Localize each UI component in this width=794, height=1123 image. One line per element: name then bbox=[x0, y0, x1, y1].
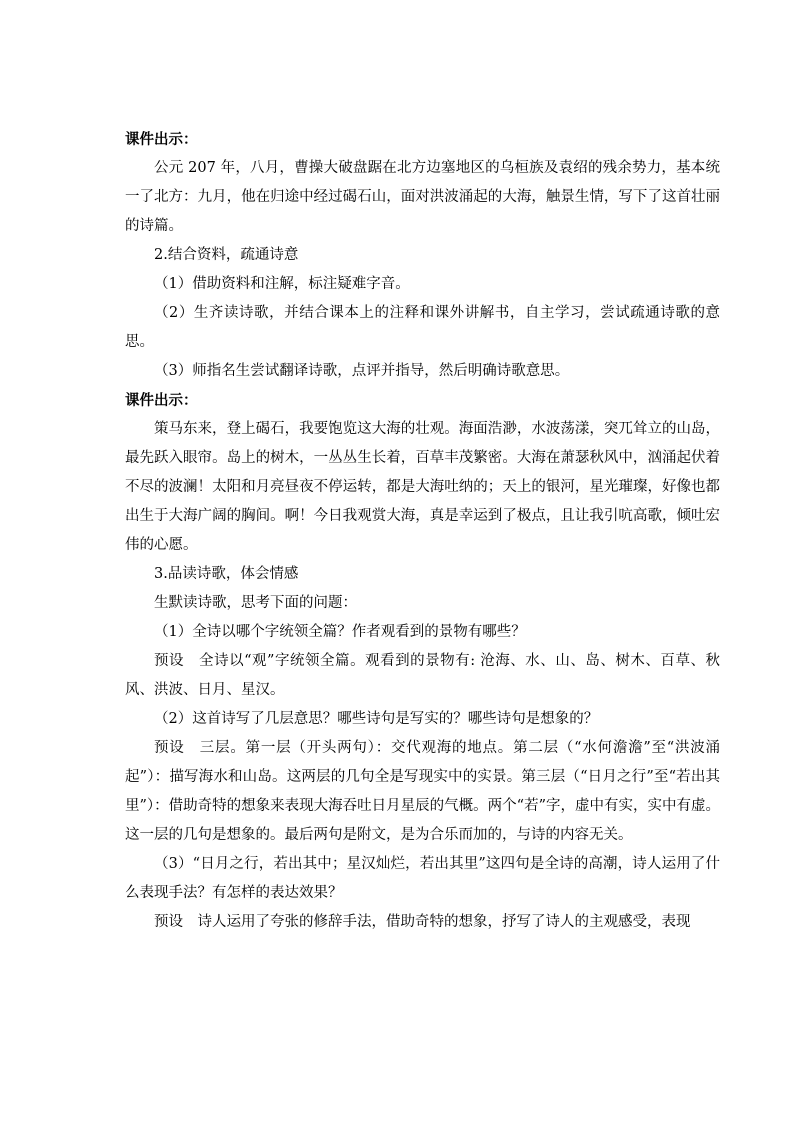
answer-3: 预设 诗人运用了夸张的修辞手法，借助奇特的想象，抒写了诗人的主观感受，表现 bbox=[154, 914, 691, 930]
instruction-silent-read: 生默读诗歌，思考下面的问题： bbox=[154, 595, 357, 611]
section-heading-2: 2.结合资料，疏通诗意 bbox=[154, 247, 299, 263]
heading-courseware-1: 课件出示： bbox=[125, 131, 198, 148]
answer-1: 预设 全诗以“观”字统领全篇。观看到的景物有: 沧海、水、山、岛、树木、百草、秋风、洪波、日月、星汉。 bbox=[125, 653, 720, 698]
paragraph-translation: 策马东来，登上碣石，我要饱览这大海的壮观。海面浩渺，水波荡漾，突兀耸立的山岛，最先跃入眼帘。岛上的树木，一丛丛生长着，百草丰茂繁密。大海在萧瑟秋风中，汹涌起伏着不尽的波澜！太阳和月亮昼夜不停运转，都是大海吐纳的；天上的银河，星光璀璨，好像也都出生于大海广阔的胸间。啊！今日我观赏大海，真是幸运到了极点，且让我引吭高歌，倾吐宏伟的心愿。 bbox=[125, 421, 720, 553]
question-1: （1）全诗以哪个字统领全篇？作者观看到的景物有哪些？ bbox=[154, 624, 526, 640]
section-heading-3: 3.品读诗歌，体会情感 bbox=[154, 566, 299, 582]
answer-2: 预设 三层。第一层（开头两句）：交代观海的地点。第二层（“水何澹澹”至“洪波涌起”）：描写海水和山岛。这两层的几句全是写现实中的实景。第三层（“日月之行”至“若出其里”）：借助奇特的想象来表现大海吞吐日月星辰的气概。两个“若”字，虚中有实，实中有虚。这一层的几句是想象的。最后两句是附文，是为合乐而加的，与诗的内容无关。 bbox=[125, 740, 720, 843]
step-2: （2）生齐读诗歌，并结合课本上的注释和课外讲解书，自主学习，尝试疏通诗歌的意思。 bbox=[125, 305, 720, 350]
question-3: （3）“日月之行，若出其中；星汉灿烂，若出其里”这四句是全诗的高潮，诗人运用了什么表现手法？有怎样的表达效果？ bbox=[125, 856, 720, 901]
step-3: （3）师指名生尝试翻译诗歌，点评并指导，然后明确诗歌意思。 bbox=[154, 363, 570, 379]
document-body bbox=[125, 125, 720, 937]
question-2: （2）这首诗写了几层意思？哪些诗句是写实的？哪些诗句是想象的？ bbox=[154, 711, 599, 727]
step-1: （1）借助资料和注解，标注疑难字音。 bbox=[154, 276, 410, 292]
paragraph-history: 公元 207 年，八月，曹操大破盘踞在北方边塞地区的乌桓族及袁绍的残余势力，基本统一了北方：九月，他在归途中经过碣石山，面对洪波涌起的大海，触景生情，写下了这首壮丽的诗篇。 bbox=[125, 160, 720, 234]
heading-courseware-2: 课件出示： bbox=[125, 392, 198, 409]
